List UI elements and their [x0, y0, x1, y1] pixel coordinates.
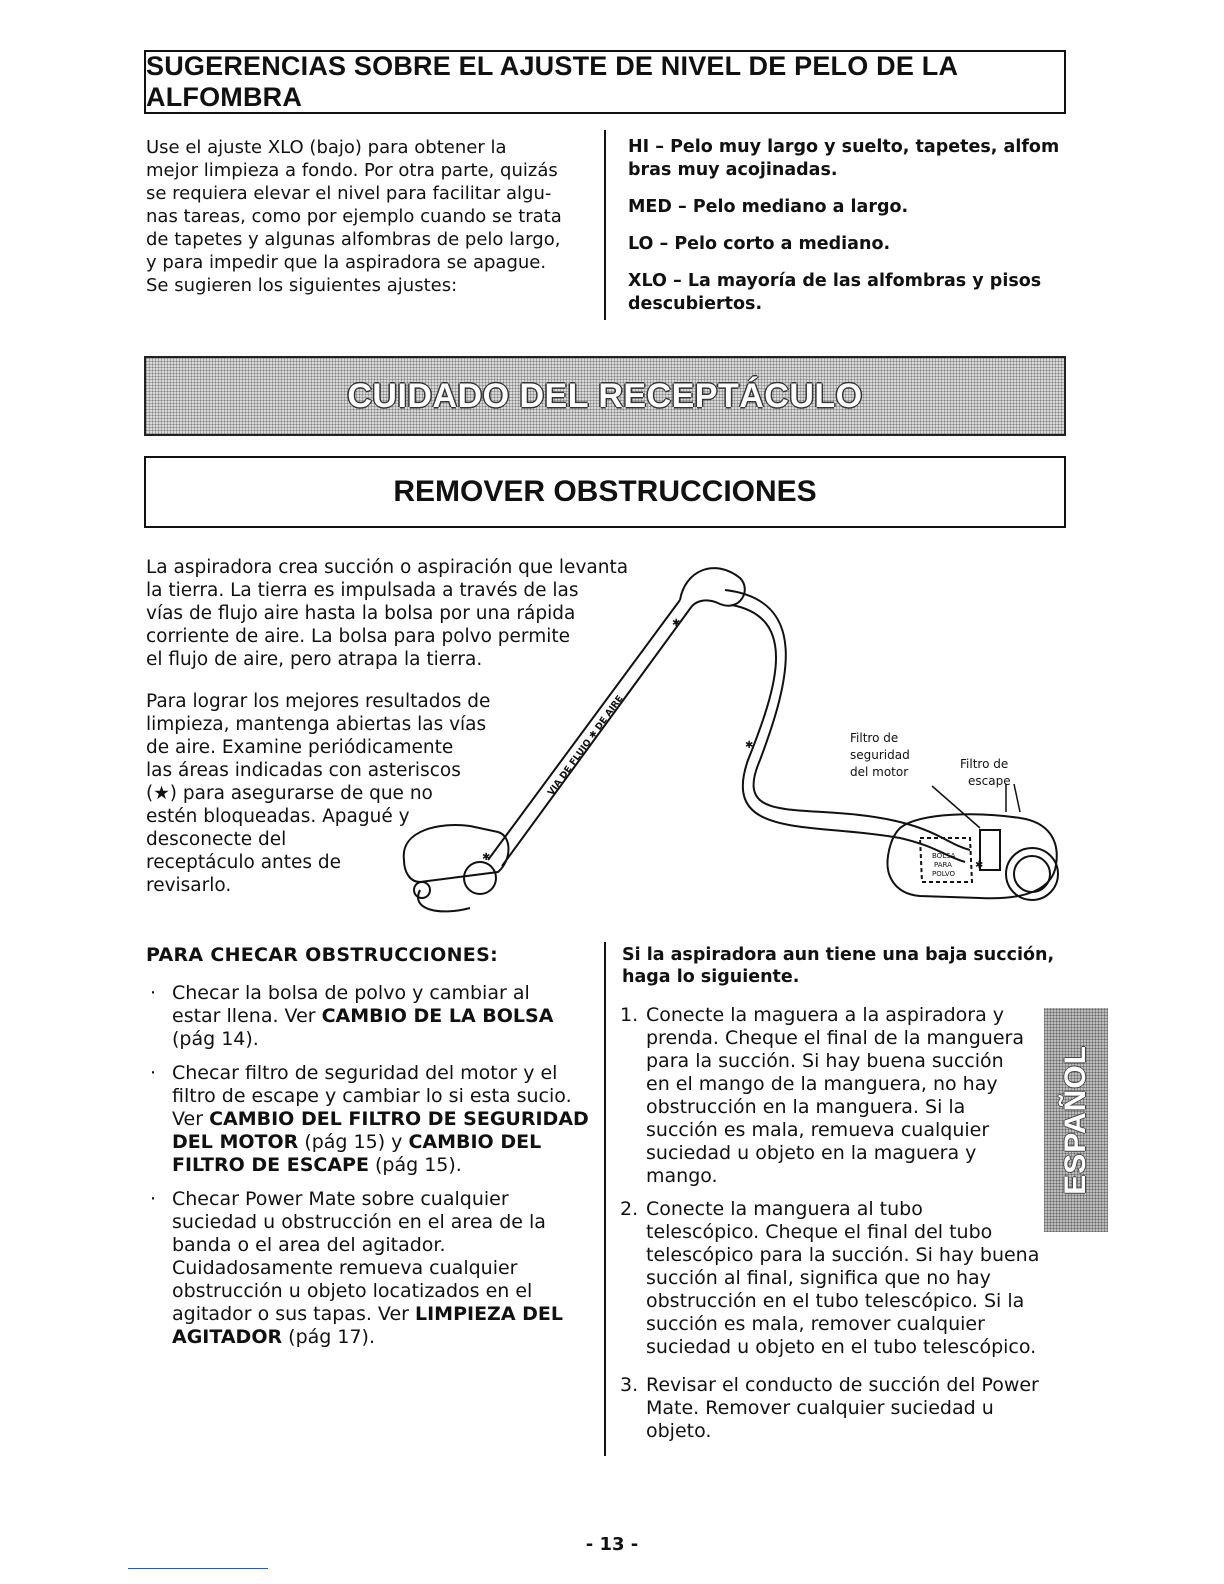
setting-med [628, 196, 1068, 219]
check-item-line: (pág 14). [172, 1028, 259, 1050]
check-item-ref: CAMBIO DEL FILTRO DE SEGURIDAD [209, 1108, 589, 1130]
para2-line: las áreas indicadas con asteriscos [146, 760, 461, 781]
step-line: Conecte la maguera a la aspiradora y [646, 1004, 1005, 1026]
step-line: Mate. Remover cualquier suciedad u [646, 1397, 994, 1419]
check-item-text: (pág 15) y [298, 1131, 409, 1153]
intro2-line: el flujo de aire, pero atrapa la tierra. [146, 649, 483, 670]
hose-handle [680, 568, 745, 606]
setting-xlo-line2: descubiertos. [628, 294, 763, 314]
para2-line: (★) para asegurarse de que no [146, 783, 433, 804]
setting-hi [628, 136, 1068, 182]
step-line: succión es mala, remueva cualquier [646, 1119, 990, 1141]
step-number: 1. [620, 1004, 639, 1026]
check-item-ref: CAMBIO DE LA BOLSA [321, 1005, 554, 1027]
setting-xlo [628, 270, 1068, 316]
para2-line: Para lograr los mejores resultados de [146, 691, 491, 712]
setting-lo-line1: LO – Pelo corto a mediano. [628, 234, 891, 254]
low-suction-heading-line: Si la aspiradora aun tiene una baja succión, [622, 945, 1055, 965]
check-item-ref: AGITADOR [172, 1326, 283, 1348]
check-item-line: suciedad u obstrucción en el area de la [172, 1211, 546, 1233]
remove-obstructions-title-box [144, 456, 1066, 528]
step-line: telescópico para la succión. Si hay buena [646, 1244, 1040, 1266]
para2-line: estén bloqueadas. Apagué y [146, 806, 410, 827]
check-item-line: filtro de escape y cambiar lo si esta sucio. [172, 1085, 572, 1107]
page-number: - 13 - [585, 1534, 639, 1555]
step-line: para la succión. Si hay buena succión [646, 1050, 1004, 1072]
check-item-text: agitador o sus tapas. Ver [172, 1303, 415, 1325]
check-item-ref: LIMPIEZA DEL [415, 1303, 564, 1325]
check-item-text: estar llena. Ver [172, 1005, 322, 1027]
carpet-height-intro [146, 136, 586, 297]
setting-hi-line1: HI – Pelo muy largo y suelto, tapetes, alfom [628, 137, 1060, 157]
vacuum-diagram [380, 560, 1080, 920]
check-item-text: (pág 17). [282, 1326, 376, 1348]
bullet-dot: · [150, 1062, 157, 1084]
low-suction-step-3 [620, 1374, 1056, 1443]
intro2-line: La aspiradora crea succión o aspiración que levanta [146, 557, 629, 578]
carpet-settings-list [628, 136, 1068, 316]
column-divider [604, 130, 606, 320]
check-item-ref: DEL MOTOR [172, 1131, 299, 1153]
check-item-ref: CAMBIO DEL [408, 1131, 542, 1153]
low-suction-heading-line: haga lo siguiente. [622, 967, 800, 987]
check-item-bag [150, 982, 592, 1051]
setting-lo [628, 233, 1068, 256]
wand-outline [488, 600, 680, 860]
setting-hi-line2: bras muy acojinadas. [628, 160, 838, 180]
check-item-line [172, 1303, 592, 1326]
hose [725, 590, 970, 850]
check-item-line [172, 1131, 592, 1154]
para2-line: receptáculo antes de [146, 852, 342, 873]
step-line: Revisar el conducto de succión del Power [646, 1374, 1039, 1396]
setting-med-line1: MED – Pelo mediano a largo. [628, 197, 909, 217]
step-line: Conecte la manguera al tubo [646, 1198, 923, 1220]
step-number: 3. [620, 1374, 639, 1396]
label-motor-filter-3: del motor [850, 765, 909, 779]
intro-line: de tapetes y algunas alfombras de pelo largo, [146, 229, 561, 250]
low-suction-step-2 [620, 1198, 1056, 1359]
step-line: suciedad u objeto en la maguera y [646, 1142, 977, 1164]
para2-line: desconecte del [146, 829, 287, 850]
label-exhaust-filter-2: escape [968, 774, 1011, 788]
footer-rule [128, 1568, 268, 1569]
bullet-dot: · [150, 982, 157, 1004]
column-divider [604, 942, 606, 1456]
star-marker: ✱ [482, 852, 491, 863]
label-motor-filter-1: Filtro de [850, 731, 899, 745]
carpet-height-title-box [144, 50, 1066, 114]
check-obstructions-heading: PARA CHECAR OBSTRUCCIONES: [146, 944, 498, 966]
para2-line: limpieza, mantenga abiertas las vías [146, 714, 487, 735]
para2-line: de aire. Examine periódicamente [146, 737, 454, 758]
check-item-filters [150, 1062, 592, 1177]
check-item-ref: FILTRO DE ESCAPE [172, 1154, 369, 1176]
para2-line: revisarlo. [146, 875, 232, 896]
step-line: obstrucción en la manguera. Si la [646, 1096, 966, 1118]
check-item-powermate [150, 1188, 592, 1349]
nozzle-wheel-small [414, 882, 430, 898]
setting-xlo-line1: XLO – La mayoría de las alfombras y pisos [628, 271, 1042, 291]
step-line: en el mango de la manguera, no hay [646, 1073, 998, 1095]
intro2-line: corriente de aire. La bolsa para polvo permite [146, 626, 571, 647]
low-suction-step-1 [620, 1004, 1046, 1188]
label-bag-3: POLVO [932, 870, 956, 878]
step-line: objeto. [646, 1420, 712, 1442]
intro2-line: la tierra. La tierra es impulsada a través de las [146, 580, 579, 601]
intro-line: nas tareas, como por ejemplo cuando se trata [146, 206, 562, 227]
intro-line: mejor limpieza a fondo. Por otra parte, quizás [146, 160, 558, 181]
check-item-line: Cuidadosamente remueva cualquier [172, 1257, 518, 1279]
star-marker: ✱ [975, 860, 984, 871]
pointer-exhaust-filter [1014, 784, 1020, 812]
star-marker: ✱ [745, 740, 754, 751]
star-marker: ✱ [672, 618, 681, 629]
step-line: suciedad u objeto en el tubo telescópico. [646, 1336, 1037, 1358]
language-tab [1044, 1008, 1108, 1232]
label-motor-filter-2: seguridad [850, 748, 910, 762]
check-item-line [172, 1108, 592, 1131]
step-number: 2. [620, 1198, 639, 1220]
intro-line: Use el ajuste XLO (bajo) para obtener la [146, 137, 507, 158]
hose-label: VIA DE FLUJO ✱ DE AIRE [546, 693, 626, 798]
power-cord [418, 890, 470, 911]
canister-care-banner [144, 356, 1066, 436]
intro-line: y para impedir que la aspiradora se apague. [146, 252, 547, 273]
check-item-line: obstrucción u objeto locatizados en el [172, 1280, 533, 1302]
step-line: obstrucción en el tubo telescópico. Si la [646, 1290, 1025, 1312]
check-item-line: banda o el area del agitador. [172, 1234, 446, 1256]
remove-obstructions-title: REMOVER OBSTRUCCIONES [393, 475, 817, 508]
label-exhaust-filter-1: Filtro de [960, 757, 1009, 771]
intro2-line: vías de flujo aire hasta la bolsa por una rápida [146, 603, 576, 624]
nozzle-wheel [464, 862, 496, 894]
check-item-line [172, 1326, 592, 1349]
intro-line: se requiera elevar el nivel para facilitar algu- [146, 183, 552, 204]
check-item-line: Checar Power Mate sobre cualquier [172, 1188, 509, 1210]
label-bag-2: PARA [934, 861, 952, 869]
carpet-height-title: SUGERENCIAS SOBRE EL AJUSTE DE NIVEL DE PELO DE LA ALFOMBRA [146, 51, 958, 112]
bullet-dot: · [150, 1188, 157, 1210]
language-tab-label: ESPAÑOL [1059, 1045, 1092, 1195]
step-line: succión al final, significa que no hay [646, 1267, 991, 1289]
canister-care-title: CUIDADO DEL RECEPTÁCULO [347, 376, 863, 415]
check-item-line: Checar la bolsa de polvo y cambiar al [172, 982, 530, 1004]
step-line: mango. [646, 1165, 718, 1187]
intro-line: Se sugieren los siguientes ajustes: [146, 275, 458, 296]
label-bag-1: BOLSA [932, 852, 956, 860]
check-item-text: (pág 15). [368, 1154, 462, 1176]
step-line: succión es mala, remover cualquier [646, 1313, 985, 1335]
hose [732, 605, 965, 862]
step-line: prenda. Cheque el final de la manguera [646, 1027, 1024, 1049]
check-item-line [172, 1154, 592, 1177]
check-item-line [172, 1005, 592, 1028]
check-item-text: Ver [172, 1108, 210, 1130]
check-item-line: Checar filtro de seguridad del motor y el [172, 1062, 558, 1084]
step-line: telescópico. Cheque el final del tubo [646, 1221, 993, 1243]
low-suction-heading [622, 944, 1062, 988]
canister-wheel-inner [1014, 856, 1050, 892]
pointer-motor-filter [932, 786, 980, 828]
